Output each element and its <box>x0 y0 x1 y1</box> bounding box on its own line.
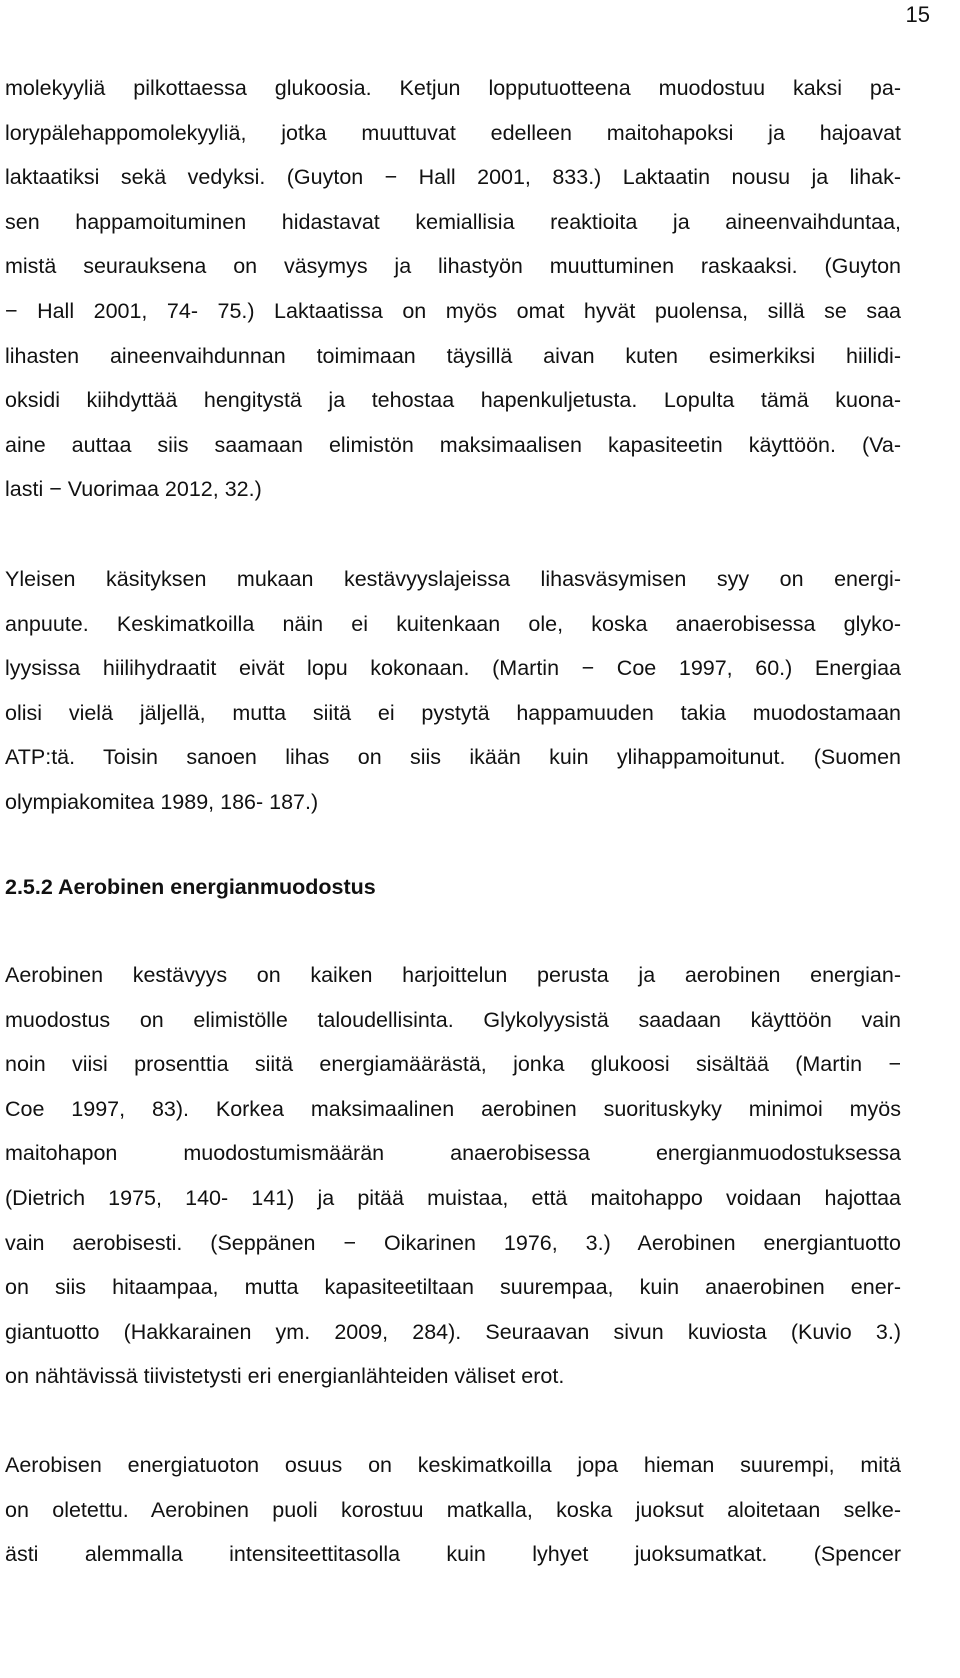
text-line: (Dietrich 1975, 140- 141) ja pitää muistaa, että maitohappo voidaan hajottaa <box>5 1185 901 1210</box>
text-line: olympiakomitea 1989, 186- 187.) <box>5 789 319 814</box>
text-line: laktaatiksi sekä vedyksi. (Guyton − Hall 2001, 833.) Laktaatin nousu ja lihak- <box>5 165 901 190</box>
text-line: lyysissa hiilihydraatit eivät lopu kokonaan. (Martin − Coe 1997, 60.) Energiaa <box>5 656 901 681</box>
text-line: ATP:tä. Toisin sanoen lihas on siis ikään kuin ylihappamoitunut. (Suomen <box>5 745 901 770</box>
paragraph-aerobic-share <box>5 1443 901 1577</box>
text-line: oksidi kiihdyttää hengitystä ja tehostaa hapenkuljetusta. Lopulta tämä kuona- <box>5 388 901 413</box>
text-line: sen happamoituminen hidastavat kemiallisia reaktioita ja aineenvaihduntaa, <box>5 209 901 234</box>
text-line: Coe 1997, 83). Korkea maksimaalinen aerobinen suorituskyky minimoi myös <box>5 1096 901 1121</box>
text-line: ästi alemmalla intensiteettitasolla kuin lyhyet juoksumatkat. (Spencer <box>5 1542 901 1567</box>
text-line: on siis hitaampaa, mutta kapasiteetiltaan suurempaa, kuin anaerobinen ener- <box>5 1275 901 1300</box>
paragraph-muscle-fatigue <box>5 557 901 825</box>
text-line: lorypälehappomolekyyliä, jotka muuttuvat edelleen maitohapoksi ja hajoavat <box>5 120 901 145</box>
text-line: Aerobinen kestävyys on kaiken harjoittelun perusta ja aerobinen energian- <box>5 963 901 987</box>
text-line: noin viisi prosenttia siitä energiamäärästä, jonka glukoosi sisältää (Martin − <box>5 1052 901 1077</box>
paragraph-lactate <box>5 66 901 512</box>
text-line: maitohapon muodostumismäärän anaerobisessa energianmuodostuksessa <box>5 1141 901 1166</box>
text-line: molekyyliä pilkottaessa glukoosia. Ketjun lopputuotteena muodostuu kaksi pa- <box>5 76 901 100</box>
text-line: muodostus on elimistölle taloudellisinta. Glykolyysistä saadaan käyttöön vain <box>5 1007 901 1032</box>
text-line: anpuute. Keskimatkoilla näin ei kuitenkaan ole, koska anaerobisessa glyko- <box>5 611 901 636</box>
text-line: olisi vielä jäljellä, mutta siitä ei pystytä happamuuden takia muodostamaan <box>5 700 901 725</box>
text-line: − Hall 2001, 74- 75.) Laktaatissa on myös omat hyvät puolensa, sillä se saa <box>5 298 901 323</box>
text-line: Yleisen käsityksen mukaan kestävyyslajeissa lihasväsymisen syy on energi- <box>5 567 901 591</box>
page-number: 15 <box>905 2 930 27</box>
text-line: aine auttaa siis saamaan elimistön maksimaalisen kapasiteetin käyttöön. (Va- <box>5 432 901 457</box>
text-line: on nähtävissä tiivistetysti eri energianlähteiden väliset erot. <box>5 1364 565 1389</box>
text-line: giantuotto (Hakkarainen ym. 2009, 284). Seuraavan sivun kuviosta (Kuvio 3.) <box>5 1319 901 1344</box>
text-line: Aerobisen energiatuoton osuus on keskimatkoilla jopa hieman suurempi, mitä <box>5 1453 901 1477</box>
paragraph-aerobic <box>5 953 901 1399</box>
section-heading-container <box>5 865 901 910</box>
text-line: lasti − Vuorimaa 2012, 32.) <box>5 477 262 502</box>
section-heading: 2.5.2 Aerobinen energianmuodostus <box>5 875 376 899</box>
text-line: on oletettu. Aerobinen puoli korostuu matkalla, koska juoksut aloitetaan selke- <box>5 1497 901 1522</box>
text-line: lihasten aineenvaihdunnan toimimaan täysillä aivan kuten esimerkiksi hiilidi- <box>5 343 901 368</box>
text-line: vain aerobisesti. (Seppänen − Oikarinen 1976, 3.) Aerobinen energiantuotto <box>5 1230 901 1255</box>
text-line: mistä seurauksena on väsymys ja lihastyön muuttuminen raskaaksi. (Guyton <box>5 254 901 279</box>
